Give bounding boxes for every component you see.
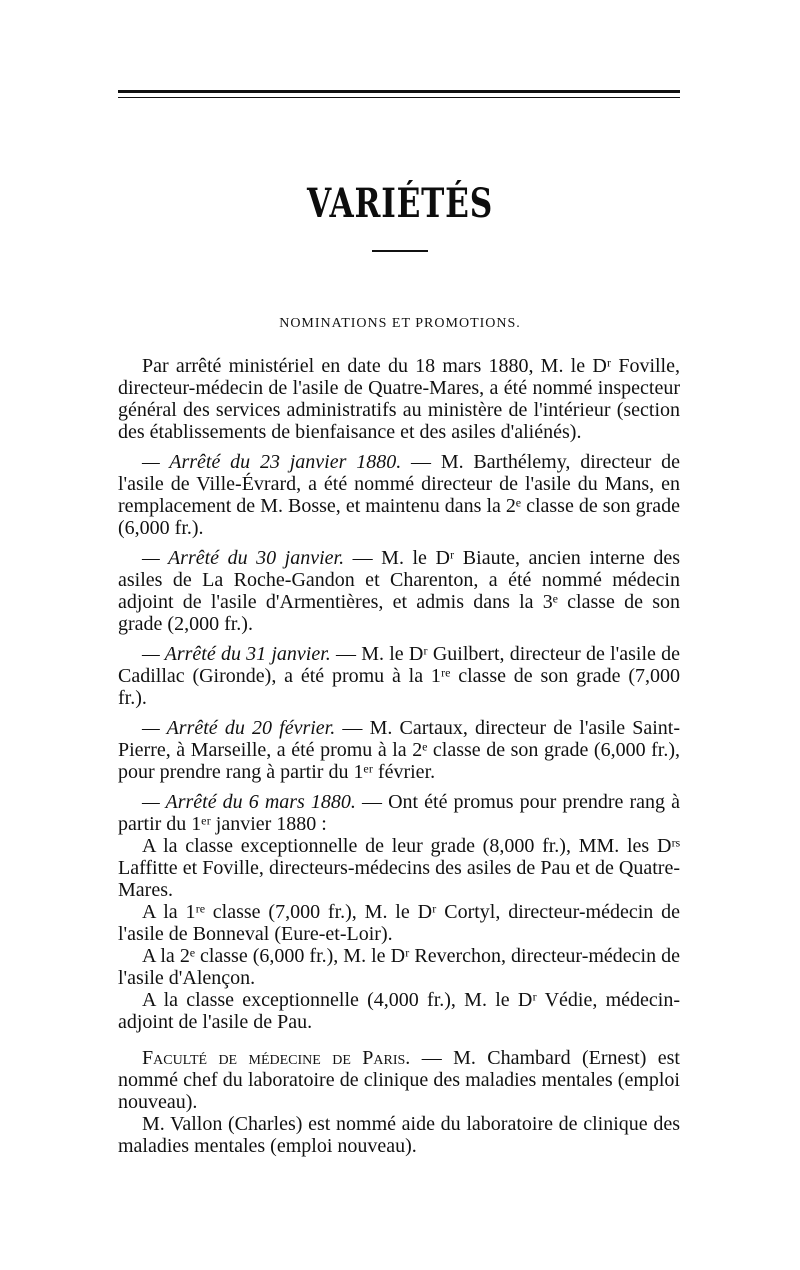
paragraph-cartaux <box>118 717 680 783</box>
paragraph-promotions <box>118 791 680 835</box>
page-title: VARIÉTÉS <box>306 180 494 227</box>
paragraph-text: — M. Chambard (Ernest) est nommé chef du laboratoire de clinique des maladies mentales (emploi nouveau). <box>118 1047 680 1113</box>
article-body <box>118 355 680 1157</box>
top-rule-thin <box>118 97 680 98</box>
decree-date: — Arrêté du 31 janvier. <box>142 643 331 665</box>
decree-date: — Arrêté du 23 janvier 1880. <box>142 451 402 473</box>
paragraph-guilbert <box>118 643 680 709</box>
paragraph-vallon: M. Vallon (Charles) est nommé aide du laboratoire de clinique des maladies mentales (emploi nouveau). <box>118 1113 680 1157</box>
paragraph-text: — M. le Dʳ Guilbert, directeur de l'asile de Cadillac (Gironde), a été promu à la 1ʳᵉ classe de son grade (7,000 fr.). <box>118 643 680 709</box>
decree-date: — Arrêté du 6 mars 1880. <box>142 791 356 813</box>
title-divider <box>372 250 428 252</box>
section-subtitle: NOMINATIONS ET PROMOTIONS. <box>279 316 521 331</box>
paragraph-text: — M. Barthélemy, directeur de l'asile de Ville-Évrard, a été nommé directeur de l'asile du Mans, en remplacement de M. Bosse, et maintenu dans la 2ᵉ classe de son grade (6,000 fr.). <box>118 451 680 539</box>
promotion-first-class: A la 1ʳᵉ classe (7,000 fr.), M. le Dʳ Cortyl, directeur-médecin de l'asile de Bonneval (Eure-et-Loir). <box>118 901 680 945</box>
paragraph-text: — Ont été promus pour prendre rang à partir du 1ᵉʳ janvier 1880 : <box>118 791 680 835</box>
paragraph-faculte <box>118 1047 680 1113</box>
promotion-second-class: A la 2ᵉ classe (6,000 fr.), M. le Dʳ Reverchon, directeur-médecin de l'asile d'Alençon. <box>118 945 680 989</box>
decree-date: — Arrêté du 30 janvier. <box>142 547 345 569</box>
paragraph-barthelemy <box>118 451 680 539</box>
institution-name: Faculté de médecine de Paris. <box>142 1047 411 1069</box>
top-rule-thick <box>118 90 680 93</box>
paragraph-biaute <box>118 547 680 635</box>
promotion-exceptional: A la classe exceptionnelle de leur grade (8,000 fr.), MM. les Dʳˢ Laffitte et Foville, directeurs-médecins des asiles de Pau et de Quatre-Mares. <box>118 835 680 901</box>
paragraph-foville: Par arrêté ministériel en date du 18 mars 1880, M. le Dʳ Foville, directeur-médecin de l'asile de Quatre-Mares, a été nommé inspecteur général des services administratifs au ministère de l'intérieur (section des établissements de bienfaisance et des asiles d'aliénés). <box>118 355 680 443</box>
paragraph-text: — M. Cartaux, directeur de l'asile Saint-Pierre, à Marseille, a été promu à la 2ᵉ classe de son grade (6,000 fr.), pour prendre rang à partir du 1ᵉʳ février. <box>118 717 681 783</box>
promotion-adjoint: A la classe exceptionnelle (4,000 fr.), M. le Dʳ Védie, médecin-adjoint de l'asile de Pau. <box>118 989 680 1033</box>
decree-date: — Arrêté du 20 février. <box>142 717 336 739</box>
paragraph-text: — M. le Dʳ Biaute, ancien interne des asiles de La Roche-Gandon et Charenton, a été nommé médecin adjoint de l'asile d'Armentières, et admis dans la 3ᵉ classe de son grade (2,000 fr.). <box>118 547 680 635</box>
